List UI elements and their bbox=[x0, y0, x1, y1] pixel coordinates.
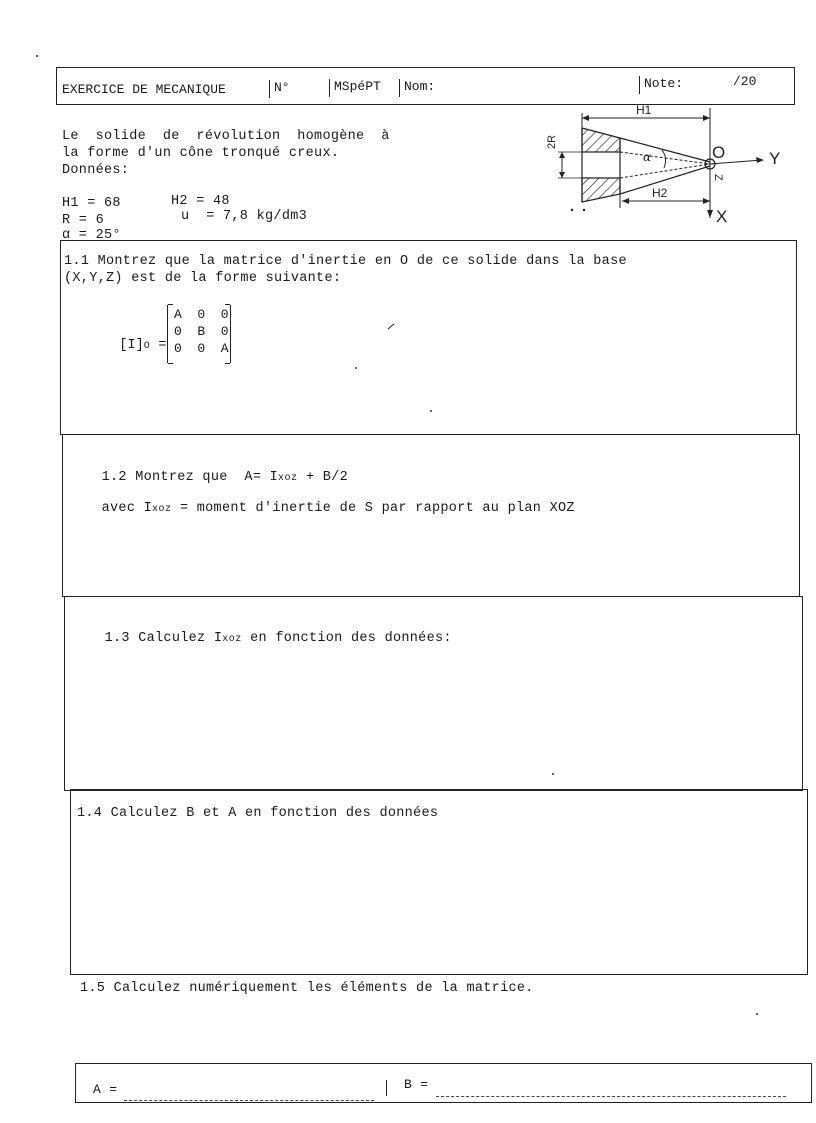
exercise-title: EXERCICE DE MECANIQUE bbox=[62, 82, 226, 97]
cone-section-top bbox=[582, 128, 620, 152]
header-separator bbox=[399, 79, 400, 97]
h1-label: H1 bbox=[636, 103, 652, 117]
answer-a-label: A = bbox=[93, 1082, 118, 1097]
donnees-label: Données: bbox=[62, 163, 130, 178]
value-r: R = 6 bbox=[62, 213, 105, 228]
value-alpha: α = 25° bbox=[62, 228, 121, 243]
header-separator bbox=[329, 79, 330, 97]
q3-line: 1.3 Calculez Ixoz en fonction des données: bbox=[104, 631, 452, 646]
header-separator bbox=[639, 76, 640, 94]
q2-line-2: avec Ixoz = moment d'inertie de S par rapport au plan XOZ bbox=[101, 501, 575, 516]
note-field[interactable]: Note: bbox=[644, 76, 684, 91]
q1-line-1: 1.1 Montrez que la matrice d'inertie en O de ce solide dans la base bbox=[64, 254, 627, 269]
matrix-row-3: 0 0 A bbox=[174, 341, 229, 356]
answer-b-field[interactable] bbox=[436, 1096, 786, 1097]
intro-line-1: Le solide de révolution homogène à bbox=[62, 129, 390, 144]
q2-line-1: 1.2 Montrez que A= Ixoz + B/2 bbox=[101, 470, 348, 485]
scan-speck bbox=[756, 1013, 758, 1015]
answer-box bbox=[75, 1063, 812, 1103]
q5-line: 1.5 Calculez numériquement les éléments de la matrice. bbox=[80, 981, 534, 996]
inertia-matrix bbox=[167, 305, 231, 363]
intro-line-2: la forme d'un cône tronqué creux. bbox=[62, 146, 340, 161]
number-label: N° bbox=[274, 80, 290, 95]
q1-line-2: (X,Y,Z) est de la forme suivante: bbox=[64, 271, 342, 286]
q4-line: 1.4 Calculez B et A en fonction des données bbox=[77, 806, 439, 821]
two-r-label: 2R bbox=[546, 134, 558, 149]
inertia-subscript: O bbox=[143, 341, 151, 352]
note-total: /20 bbox=[733, 74, 757, 89]
answer-b-label: B = bbox=[404, 1077, 429, 1092]
scan-speck bbox=[36, 55, 38, 57]
question-1-3-box bbox=[64, 596, 803, 791]
value-u: u = 7,8 kg/dm3 bbox=[181, 209, 308, 224]
z-axis-label: Z bbox=[712, 174, 724, 181]
answer-separator bbox=[386, 1080, 387, 1096]
header-separator bbox=[269, 80, 270, 98]
matrix-row-1: A 0 0 bbox=[174, 307, 229, 322]
h2-label: H2 bbox=[652, 186, 668, 200]
inertia-equals: = bbox=[150, 338, 167, 353]
x-axis-label: X bbox=[716, 207, 728, 226]
answer-a-field[interactable] bbox=[124, 1100, 374, 1101]
inertia-label bbox=[87, 323, 166, 368]
tick-mark bbox=[388, 324, 395, 330]
value-h1: H1 = 68 bbox=[62, 196, 121, 211]
cone-figure bbox=[540, 98, 790, 228]
origin-label: O bbox=[712, 143, 726, 162]
alpha-label: α bbox=[643, 150, 652, 164]
question-1-2-box bbox=[62, 434, 800, 597]
question-1-1-box bbox=[60, 240, 797, 435]
y-axis-label: Y bbox=[769, 149, 781, 168]
class-label: MSpéPT bbox=[334, 79, 381, 94]
value-h2: H2 = 48 bbox=[171, 194, 230, 209]
cone-section-bottom bbox=[582, 178, 620, 202]
matrix-row-2: 0 B 0 bbox=[174, 324, 229, 339]
inertia-symbol: [I] bbox=[119, 338, 144, 353]
name-field[interactable]: Nom: bbox=[404, 79, 436, 94]
question-1-4-box bbox=[70, 789, 808, 975]
